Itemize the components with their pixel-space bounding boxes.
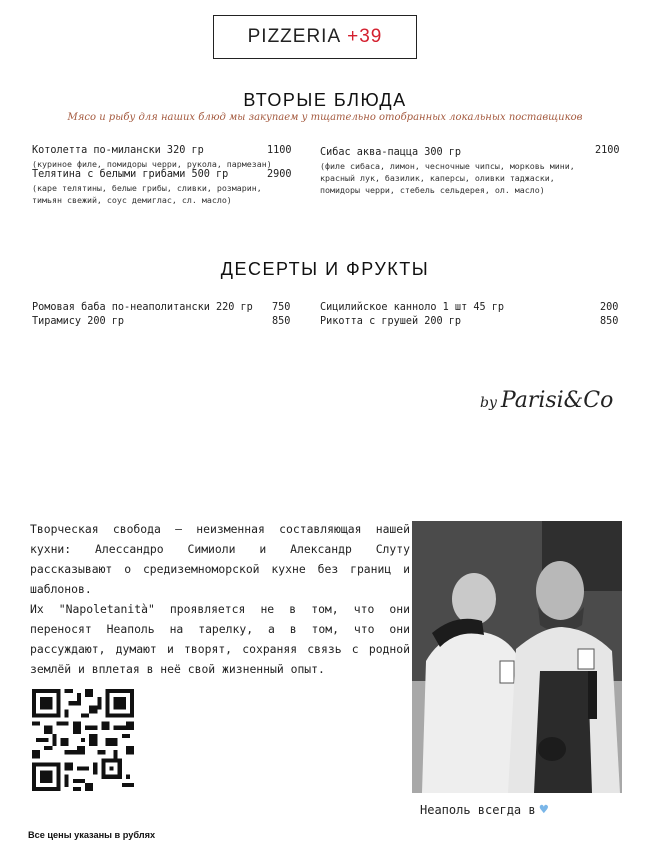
menu-item-price: 850 xyxy=(600,316,619,327)
main-courses-subtitle: Мясо и рыбу для наших блюд мы закупаем у тщательно отобранных локальных поставщиков xyxy=(67,112,583,123)
qr-code-image xyxy=(32,689,134,791)
menu-item-price: 750 xyxy=(272,302,291,313)
menu-item-description: (филе сибаса, лимон, чесночные чипсы, морковь мини, xyxy=(320,161,575,171)
qr-code[interactable] xyxy=(32,689,134,791)
menu-item-description: (каре телятины, белые грибы, сливки, розмарин, xyxy=(32,183,262,193)
menu-item-name: Рикотта с грушей 200 гр xyxy=(320,316,462,327)
menu-item-name: Ромовая баба по-неаполитански 220 гр xyxy=(32,302,253,313)
menu-item-description: (куриное филе, помидоры черри, рукола, пармезан) xyxy=(32,159,272,169)
brand-logo xyxy=(213,15,417,59)
menu-item-description: тимьян свежий, соус демиглас, сл. масло) xyxy=(32,195,232,205)
photo-caption-text: Неаполь всегда в xyxy=(420,803,536,817)
story-text xyxy=(30,519,410,679)
signature-name: Parisi&Co xyxy=(500,388,614,413)
photo-caption xyxy=(420,802,548,818)
brand-name: PIZZERIA xyxy=(247,26,342,47)
chefs-photo xyxy=(412,521,622,793)
menu-item-price: 2100 xyxy=(595,145,620,156)
menu-item-name: Сибас аква-пацца 300 гр xyxy=(320,147,462,158)
menu-item-name: Телятина с белыми грибами 500 гр xyxy=(32,169,229,180)
heart-icon: ♥ xyxy=(539,802,549,818)
desserts-title: ДЕСЕРТЫ И ФРУКТЫ xyxy=(220,259,430,279)
menu-item-price: 1100 xyxy=(267,145,292,156)
menu-item-description: красный лук, базилик, каперсы, оливки таджаски, xyxy=(320,173,555,183)
menu-item-price: 2900 xyxy=(267,169,292,180)
price-note: Все цены указаны в рублях xyxy=(28,830,156,840)
signature-by: by xyxy=(480,395,497,411)
menu-item-price: 200 xyxy=(600,302,619,313)
story-paragraph: Творческая свобода – неизменная составляющая нашей кухни: Алессандро Симиоли и Александр Слуту рассказывают о средиземноморской кухне без границ и шаблонов. xyxy=(30,522,410,596)
menu-item-name: Котолетта по-милански 320 гр xyxy=(32,145,204,156)
menu-item-price: 850 xyxy=(272,316,291,327)
menu-item-description: помидоры черри, стебель сельдерея, ол. масло) xyxy=(320,185,545,195)
menu-item-name: Тирамису 200 гр xyxy=(32,316,125,327)
menu-item-name: Сицилийское канноло 1 шт 45 гр xyxy=(320,302,505,313)
main-courses-title: ВТОРЫЕ БЛЮДА xyxy=(243,90,407,110)
signature xyxy=(480,388,613,413)
story-paragraph: Их "Napoletanità" проявляется не в том, что они переносят Неаполь на тарелку, а в том, что они рассуждают, думают и творят, сохраняя связь с родной землёй и вплетая в неё свой жизненный опыт. xyxy=(30,602,410,676)
chefs-photo-illustration xyxy=(412,521,622,793)
brand-suffix: +39 xyxy=(347,26,383,47)
